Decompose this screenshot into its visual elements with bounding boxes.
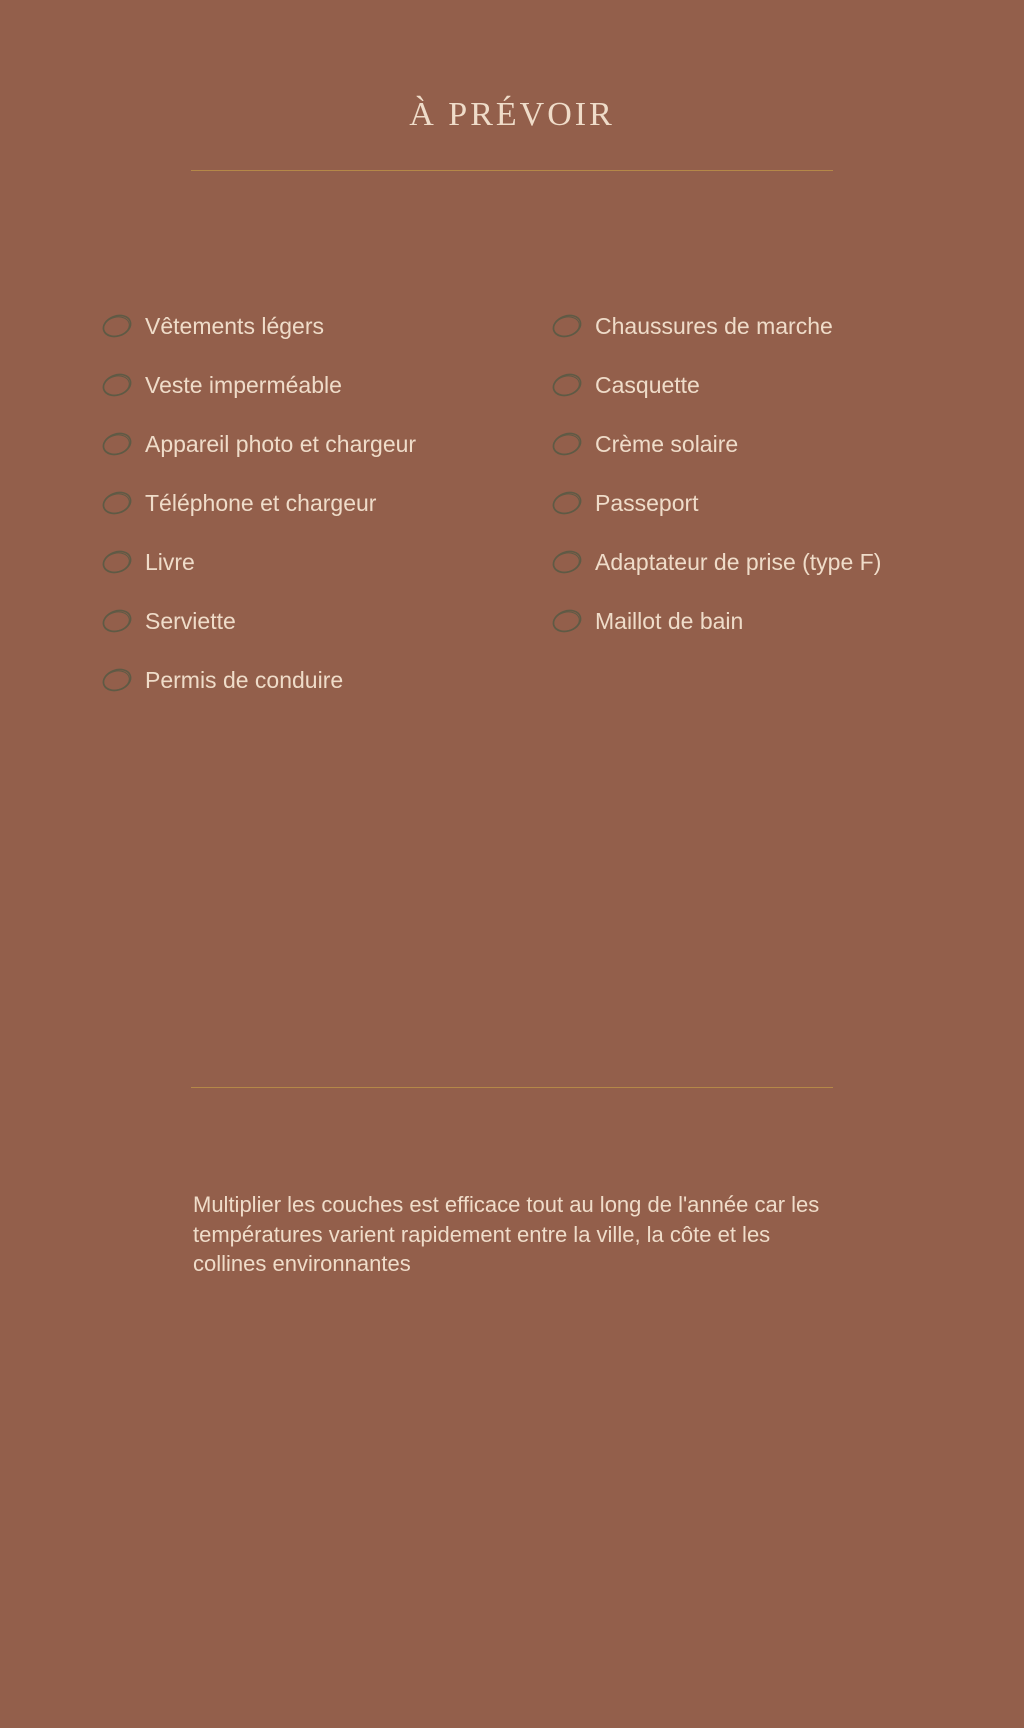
checklist-item[interactable] bbox=[550, 473, 881, 532]
checklist-item-label: Passeport bbox=[595, 489, 699, 516]
travel-tip-text: Multiplier les couches est efficace tout au long de l'année car les températures varient rapidement entre la ville, la côte et les collines environnantes bbox=[193, 1192, 820, 1276]
checklist-item[interactable] bbox=[550, 296, 881, 355]
circle-checkbox-icon[interactable] bbox=[100, 370, 134, 400]
checklist-item-label: Vêtements légers bbox=[145, 312, 324, 339]
page-title: À PRÉVOIR bbox=[409, 96, 615, 133]
checklist-item[interactable] bbox=[100, 296, 416, 355]
circle-checkbox-icon[interactable] bbox=[550, 429, 584, 459]
checklist-right-column bbox=[550, 296, 881, 650]
circle-checkbox-icon[interactable] bbox=[550, 311, 584, 341]
checklist-item-label: Livre bbox=[145, 548, 195, 575]
circle-checkbox-icon[interactable] bbox=[550, 606, 584, 636]
checklist-item[interactable] bbox=[550, 414, 881, 473]
checklist-item[interactable] bbox=[550, 591, 881, 650]
checklist-item-label: Adaptateur de prise (type F) bbox=[595, 548, 882, 575]
checklist-item-label: Veste imperméable bbox=[145, 371, 342, 398]
checklist-item[interactable] bbox=[100, 414, 416, 473]
checklist-item-label: Serviette bbox=[145, 607, 236, 634]
circle-checkbox-icon[interactable] bbox=[100, 665, 134, 695]
checklist-item-label: Maillot de bain bbox=[595, 607, 744, 634]
checklist-item-label: Casquette bbox=[595, 371, 700, 398]
checklist-item-label: Appareil photo et chargeur bbox=[145, 430, 417, 457]
checklist-item-label: Chaussures de marche bbox=[595, 312, 833, 339]
checklist-item[interactable] bbox=[550, 355, 881, 414]
checklist-item[interactable] bbox=[100, 532, 416, 591]
checklist-item[interactable] bbox=[550, 532, 881, 591]
bottom-divider bbox=[191, 1087, 833, 1088]
checklist-item[interactable] bbox=[100, 591, 416, 650]
circle-checkbox-icon[interactable] bbox=[100, 547, 134, 577]
circle-checkbox-icon[interactable] bbox=[550, 488, 584, 518]
top-divider bbox=[191, 170, 833, 171]
circle-checkbox-icon[interactable] bbox=[100, 488, 134, 518]
circle-checkbox-icon[interactable] bbox=[100, 606, 134, 636]
checklist-item[interactable] bbox=[100, 473, 416, 532]
checklist-item-label: Crème solaire bbox=[595, 430, 739, 457]
checklist-item[interactable] bbox=[100, 355, 416, 414]
circle-checkbox-icon[interactable] bbox=[550, 370, 584, 400]
circle-checkbox-icon[interactable] bbox=[550, 547, 584, 577]
checklist-item-label: Permis de conduire bbox=[145, 666, 344, 693]
circle-checkbox-icon[interactable] bbox=[100, 311, 134, 341]
checklist-left-column bbox=[100, 296, 416, 709]
checklist-item-label: Téléphone et chargeur bbox=[145, 489, 377, 516]
checklist-item[interactable] bbox=[100, 650, 416, 709]
circle-checkbox-icon[interactable] bbox=[100, 429, 134, 459]
